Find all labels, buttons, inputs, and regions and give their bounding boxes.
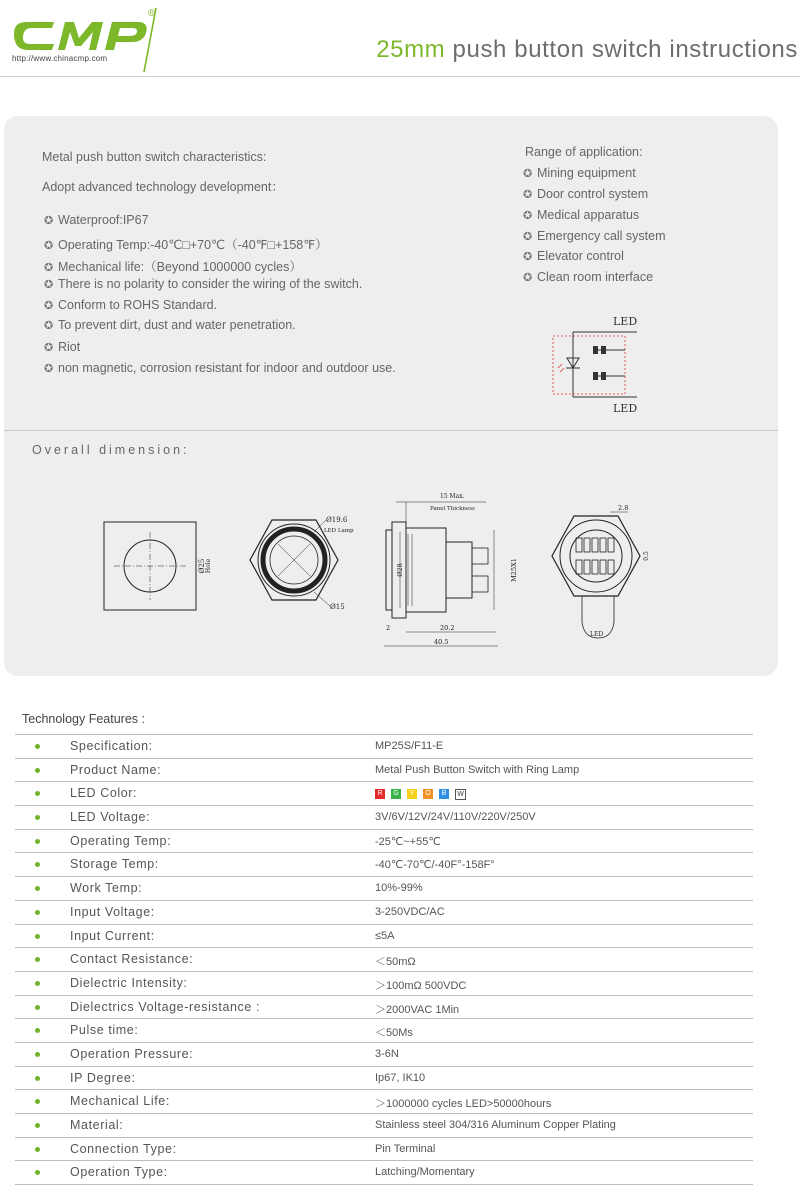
characteristic-item: ✪ Waterproof:IP67	[44, 213, 149, 227]
hole-label: Hole	[205, 558, 212, 574]
row-label: Specification:	[70, 739, 153, 753]
table-row	[15, 996, 753, 1020]
row-value: ＞2000VAC 1Min	[375, 1003, 460, 1016]
application-item: ✪ Mining equipment	[523, 166, 636, 180]
row-value: ＞100mΩ 500VDC	[375, 979, 467, 992]
table-row	[15, 901, 753, 925]
table-row	[15, 1090, 753, 1114]
gear-icon: ✪	[44, 300, 54, 312]
side-total-label: 40.5	[434, 638, 449, 646]
row-label: Mechanical Life:	[70, 1094, 170, 1109]
characteristic-item: ✪ There is no polarity to consider the wiring of the switch.	[44, 277, 363, 291]
table-row	[15, 806, 753, 830]
row-value: ＜50Ms	[375, 1027, 413, 1040]
table-row	[15, 925, 753, 949]
application-heading: Range of application:	[525, 145, 643, 159]
gear-icon: ✪	[44, 320, 54, 332]
bullet-dot	[35, 1076, 40, 1081]
row-label: LED Voltage:	[70, 810, 151, 825]
table-row	[15, 759, 753, 783]
bullet-dot	[35, 1147, 40, 1152]
circuit-label-bottom: LED	[613, 402, 638, 415]
title-size: 25mm	[376, 36, 446, 63]
bullet-dot	[35, 839, 40, 844]
side-flange-label: 2	[386, 624, 391, 632]
swatch-blue: B	[439, 789, 449, 799]
row-label: Contact Resistance:	[70, 952, 194, 967]
swatch-red: R	[375, 789, 385, 799]
bullet-dot	[35, 886, 40, 891]
table-row	[15, 830, 753, 854]
bullet-dot	[35, 1123, 40, 1128]
row-label: Material:	[70, 1118, 124, 1132]
application-item: ✪ Door control system	[523, 187, 649, 201]
gear-icon: ✪	[523, 231, 533, 243]
row-label: Operation Type:	[70, 1165, 168, 1180]
swatch-yellow: Y	[407, 789, 417, 799]
row-value: ＜50mΩ	[375, 956, 416, 969]
side-max-label: 15 Max.	[440, 493, 465, 500]
row-value: 3-250VDC/AC	[375, 905, 445, 918]
row-value: -25℃~+55℃	[375, 835, 441, 848]
bullet-dot	[35, 1052, 40, 1057]
row-label: Storage Temp:	[70, 857, 159, 872]
table-row	[15, 1138, 753, 1162]
circuit-diagram	[545, 312, 645, 418]
table-row	[15, 1019, 753, 1043]
row-value: MP25S/F11-E	[375, 740, 444, 752]
bullet-dot	[35, 1170, 40, 1175]
back-pin-label: 0.5	[643, 551, 650, 561]
led-color-swatches	[375, 788, 472, 800]
row-value: -40℃-70℃/-40F°-158F°	[375, 859, 495, 872]
row-label: Input Current:	[70, 928, 155, 943]
row-value: ＞1000000 cycles LED>50000hours	[375, 1098, 552, 1111]
bullet-dot	[35, 957, 40, 962]
characteristics-heading: Metal push button switch characteristics:	[42, 150, 267, 164]
application-item: ✪ Clean room interface	[523, 270, 654, 284]
gear-icon: ✪	[523, 189, 533, 201]
characteristic-item: ✪ non magnetic, corrosion resistant for indoor and outdoor use.	[44, 361, 396, 375]
row-value: Stainless steel 304/316 Aluminum Copper Plating	[375, 1119, 616, 1131]
bullet-dot	[35, 910, 40, 915]
bullet-dot	[35, 981, 40, 986]
row-label: Product Name:	[70, 762, 162, 777]
gear-icon: ✪	[523, 210, 533, 222]
front-ring-sub: LED Lamp	[324, 528, 354, 534]
page-title	[376, 36, 798, 64]
row-value: ≤5A	[375, 929, 395, 942]
row-label: Input Voltage:	[70, 904, 155, 919]
gear-icon: ✪	[44, 215, 54, 227]
front-inner-label: Ø15	[330, 603, 345, 611]
row-value: Pin Terminal	[375, 1142, 436, 1155]
row-value: 3-6N	[375, 1047, 399, 1060]
row-value: Metal Push Button Switch with Ring Lamp	[375, 763, 580, 776]
application-item: ✪ Medical apparatus	[523, 208, 640, 222]
panel-hole-drawing	[100, 518, 210, 613]
bullet-dot	[35, 815, 40, 820]
front-ring-label: Ø19.6	[326, 516, 348, 524]
side-diameter-label: Ø28	[396, 563, 404, 577]
characteristic-item: ✪ Conform to ROHS Standard.	[44, 298, 218, 312]
row-label: LED Color:	[70, 786, 138, 801]
row-value: Ip67, IK10	[375, 1071, 426, 1084]
table-row	[15, 1161, 753, 1185]
row-label: IP Degree:	[70, 1070, 136, 1085]
side-panel-label: Panel Thickness	[430, 506, 475, 512]
swatch-orange: O	[423, 789, 433, 799]
characteristic-item: ✪ Mechanical life:（Beyond 1000000 cycles）	[44, 260, 302, 274]
row-label: Operation Pressure:	[70, 1046, 194, 1061]
gear-icon: ✪	[44, 342, 54, 354]
table-row	[15, 972, 753, 996]
registered-mark: ®	[147, 9, 156, 19]
back-view-drawing	[548, 496, 658, 646]
side-thread-label: M25X1	[510, 558, 518, 582]
table-row	[15, 782, 753, 806]
application-item: ✪ Emergency call system	[523, 229, 666, 243]
front-view-drawing	[244, 510, 354, 615]
table-row	[15, 948, 753, 972]
characteristic-item: ✪ To prevent dirt, dust and water penetration.	[44, 318, 296, 332]
bullet-dot	[35, 744, 40, 749]
row-label: Operating Temp:	[70, 833, 172, 848]
row-value: Latching/Momentary	[375, 1166, 475, 1179]
circuit-label-top: LED	[613, 315, 638, 328]
table-row	[15, 734, 753, 759]
gear-icon: ✪	[44, 262, 54, 274]
table-row	[15, 1067, 753, 1091]
gear-icon: ✪	[44, 279, 54, 291]
gear-icon: ✪	[523, 251, 533, 263]
title-text: push button switch instructions	[445, 36, 798, 63]
gear-icon: ✪	[523, 272, 533, 284]
characteristic-item: ✪ Riot	[44, 340, 81, 354]
tech-features-table	[15, 734, 753, 1185]
logo-url: http://www.chinacmp.com	[12, 54, 108, 63]
swatch-white: W	[455, 789, 466, 800]
bullet-dot	[35, 1028, 40, 1033]
header-divider	[0, 76, 800, 77]
back-term-label: 2.8	[618, 504, 629, 512]
table-row	[15, 877, 753, 901]
table-row	[15, 1114, 753, 1138]
characteristic-item: ✪ Operating Temp:-40℃□+70℃（-40℉□+158℉）	[44, 238, 328, 252]
bullet-dot	[35, 768, 40, 773]
row-label: Dielectric Intensity:	[70, 975, 188, 990]
characteristics-subheading: Adopt advanced technology development：	[42, 180, 284, 194]
row-label: Pulse time:	[70, 1023, 139, 1038]
side-body-label: 20.2	[440, 624, 455, 632]
row-label: Work Temp:	[70, 881, 143, 896]
row-label: Dielectrics Voltage-resistance :	[70, 999, 261, 1014]
bullet-dot	[35, 791, 40, 796]
gear-icon: ✪	[523, 168, 533, 180]
bullet-dot	[35, 862, 40, 867]
gear-icon: ✪	[44, 363, 54, 375]
bullet-dot	[35, 1099, 40, 1104]
tech-features-heading: Technology Features :	[22, 712, 145, 726]
bullet-dot	[35, 934, 40, 939]
overall-dimension-title: Overall dimension:	[32, 443, 190, 457]
side-view-drawing	[376, 490, 526, 650]
gear-icon: ✪	[44, 240, 54, 252]
row-label: Connection Type:	[70, 1141, 177, 1156]
row-value: 3V/6V/12V/24V/110V/220V/250V	[375, 811, 536, 824]
bullet-dot	[35, 1005, 40, 1010]
hole-diameter-label: Ø25	[198, 558, 206, 574]
application-item: ✪ Elevator control	[523, 249, 624, 263]
panel-divider	[4, 430, 778, 431]
table-row	[15, 853, 753, 877]
table-row	[15, 1043, 753, 1067]
row-value: 10%-99%	[375, 882, 423, 895]
swatch-green: G	[391, 789, 401, 799]
back-led-label: LED	[590, 631, 604, 638]
